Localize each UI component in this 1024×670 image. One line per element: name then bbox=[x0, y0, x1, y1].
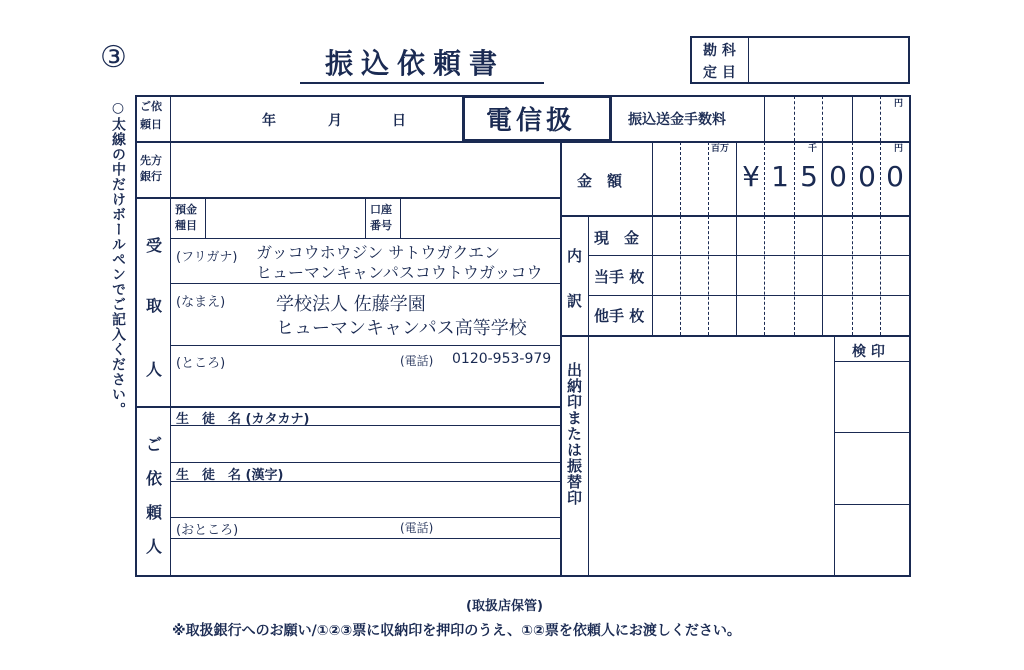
recipient-address-input[interactable] bbox=[172, 370, 558, 404]
account-label-1: 勘 科 bbox=[703, 43, 736, 59]
requester-phone-label: (電話) bbox=[400, 521, 434, 535]
request-date-label-1: ご依 bbox=[140, 100, 162, 113]
recipient-side-1: 受 bbox=[146, 236, 163, 255]
inspection-label: 検 印 bbox=[852, 344, 885, 360]
form-title: 振込依頼書 bbox=[325, 47, 506, 80]
amount-input[interactable] bbox=[654, 155, 909, 213]
address-label: (ところ) bbox=[176, 356, 226, 371]
inspection-stamp-1[interactable] bbox=[836, 363, 909, 431]
request-date-input[interactable] bbox=[172, 97, 462, 139]
inspection-stamp-2[interactable] bbox=[836, 434, 909, 502]
furigana-line-2: ヒューマンキャンパスコウトウガッコウ bbox=[256, 263, 543, 282]
bank-label-1: 先方 bbox=[140, 154, 162, 167]
requester-address-label: (おところ) bbox=[176, 523, 239, 538]
requester-side-3: 頼 bbox=[146, 503, 163, 522]
store-copy-label: (取扱店保管) bbox=[466, 599, 543, 614]
day-label: 日 bbox=[392, 113, 406, 129]
requester-side-2: 依 bbox=[146, 469, 163, 488]
furigana-label: (フリガナ) bbox=[176, 250, 238, 265]
stamp-area-label: 出納印または振替印 bbox=[565, 362, 583, 506]
student-kana-label: 生 徒 名 (カタカナ) bbox=[176, 412, 310, 427]
bank-input[interactable] bbox=[172, 143, 558, 195]
requester-side-4: 人 bbox=[146, 537, 163, 556]
own-checks-input[interactable] bbox=[654, 257, 909, 294]
side-note: ○太線の中だけボールペンでご記入ください。 bbox=[110, 100, 126, 417]
name-line-2: ヒューマンキャンパス高等学校 bbox=[276, 318, 527, 339]
amount-digit: 1 bbox=[771, 160, 789, 193]
stamp-area[interactable] bbox=[590, 337, 832, 575]
phone-label: (電話) bbox=[400, 354, 434, 368]
request-date-label-2: 頼日 bbox=[140, 118, 162, 131]
deposit-type-label-2: 種目 bbox=[175, 219, 197, 232]
student-kana-input[interactable] bbox=[172, 427, 558, 461]
fee-label: 振込送金手数料 bbox=[628, 112, 726, 128]
requester-side-1: ご bbox=[146, 435, 163, 454]
name-line-1: 学校法人 佐藤学園 bbox=[276, 294, 426, 315]
account-label-2: 定 目 bbox=[703, 65, 736, 81]
amount-label: 金 額 bbox=[577, 172, 623, 190]
unit-thousand: 千 bbox=[808, 144, 818, 154]
breakdown-side-2: 訳 bbox=[567, 292, 583, 310]
account-no-label-1: 口座 bbox=[370, 203, 392, 216]
account-no-input[interactable] bbox=[402, 199, 558, 237]
year-label: 年 bbox=[262, 113, 276, 129]
amount-digit: 5 bbox=[800, 160, 818, 193]
month-label: 月 bbox=[328, 113, 342, 129]
amount-yen-sign: ¥ bbox=[742, 160, 760, 193]
breakdown-side-1: 内 bbox=[567, 247, 583, 265]
inspection-stamp-3[interactable] bbox=[836, 506, 909, 574]
deposit-type-input[interactable] bbox=[207, 199, 363, 237]
cash-input[interactable] bbox=[654, 217, 909, 254]
requester-address-input[interactable] bbox=[172, 540, 558, 574]
unit-million: 百万 bbox=[711, 144, 730, 154]
telegraph-label: 電信扱 bbox=[486, 106, 577, 136]
recipient-side-2: 取 bbox=[146, 296, 163, 315]
amount-digit: 0 bbox=[858, 160, 876, 193]
bank-label-2: 銀行 bbox=[140, 170, 162, 183]
account-code-input[interactable] bbox=[750, 38, 908, 82]
name-label: (なまえ) bbox=[176, 295, 226, 310]
student-kanji-input[interactable] bbox=[172, 483, 558, 515]
title-underline bbox=[300, 82, 544, 84]
account-no-label-2: 番号 bbox=[370, 219, 392, 232]
cash-label: 現 金 bbox=[594, 229, 640, 247]
fee-yen-unit: 円 bbox=[894, 99, 904, 109]
amount-digit: 0 bbox=[829, 160, 847, 193]
furigana-line-1: ガッコウホウジン サトウガクエン bbox=[256, 243, 501, 262]
unit-yen: 円 bbox=[894, 144, 904, 154]
student-kanji-label: 生 徒 名 (漢字) bbox=[176, 468, 284, 483]
fee-input[interactable] bbox=[766, 97, 909, 139]
recipient-side-3: 人 bbox=[146, 360, 163, 379]
form-number: ③ bbox=[100, 40, 127, 75]
phone-value: 0120-953-979 bbox=[452, 351, 552, 367]
own-checks-label: 当手 枚 bbox=[594, 268, 645, 286]
amount-digit: 0 bbox=[886, 160, 904, 193]
deposit-type-label-1: 預金 bbox=[175, 203, 197, 216]
footer-notice: ※取扱銀行へのお願い/①②③票に収納印を押印のうえ、①②票を依頼人にお渡しください。 bbox=[172, 623, 741, 639]
other-checks-label: 他手 枚 bbox=[594, 307, 645, 325]
other-checks-input[interactable] bbox=[654, 297, 909, 334]
